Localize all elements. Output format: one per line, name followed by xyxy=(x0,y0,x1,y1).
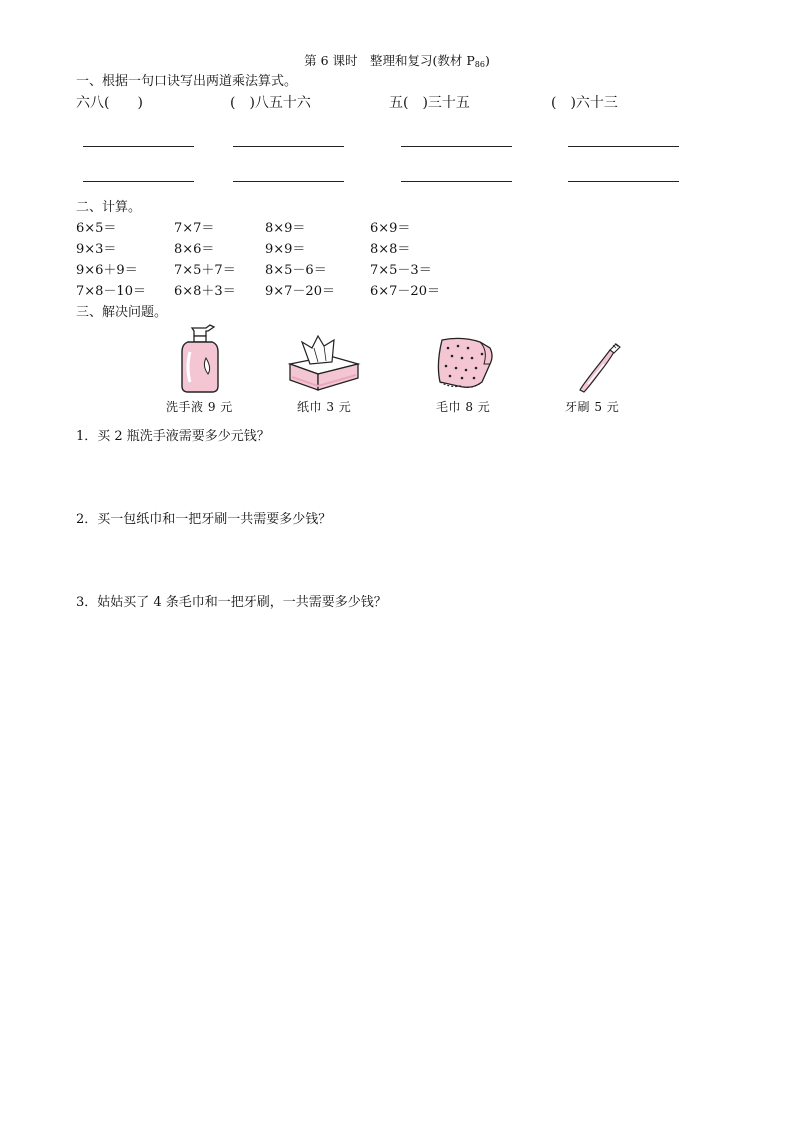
rhyme-1: 六八( ) xyxy=(76,95,143,111)
answer-line[interactable] xyxy=(568,146,679,147)
page-title: 第 6 课时 整理和复习(教材 $P_{86}$) xyxy=(304,53,490,69)
calc-item: 8×6＝ xyxy=(174,242,215,257)
calc-item: 9×3＝ xyxy=(76,242,117,257)
calc-item: 8×8＝ xyxy=(370,242,411,257)
answer-line[interactable] xyxy=(83,146,194,147)
question-1: 1．买 2 瓶洗手液需要多少元钱？ xyxy=(76,429,270,444)
price-caption-toothbrush: 牙刷 5 元 xyxy=(565,400,620,414)
tissue-box-icon xyxy=(288,334,360,392)
calc-item: 7×8－10＝ xyxy=(76,284,146,299)
calc-item: 9×7－20＝ xyxy=(265,284,335,299)
price-caption-soap: 洗手液 9 元 xyxy=(166,400,233,414)
calc-item: 8×9＝ xyxy=(265,221,306,236)
answer-line[interactable] xyxy=(83,181,194,182)
calc-item: 6×9＝ xyxy=(370,221,411,236)
rhyme-3: 五( )三十五 xyxy=(389,95,470,111)
hand-soap-bottle-icon xyxy=(178,322,224,394)
answer-line[interactable] xyxy=(401,181,512,182)
price-caption-towel: 毛巾 8 元 xyxy=(436,400,491,414)
answer-line[interactable] xyxy=(233,181,344,182)
calc-item: 7×5－3＝ xyxy=(370,263,432,278)
calc-item: 8×5－6＝ xyxy=(265,263,327,278)
answer-line[interactable] xyxy=(233,146,344,147)
calc-item: 6×5＝ xyxy=(76,221,117,236)
answer-line[interactable] xyxy=(568,181,679,182)
question-3: 3．姑姑买了 4 条毛巾和一把牙刷，一共需要多少钱？ xyxy=(76,595,387,610)
price-caption-tissue: 纸巾 3 元 xyxy=(297,400,352,414)
calc-item: 6×7－20＝ xyxy=(370,284,440,299)
rhyme-2: ( )八五十六 xyxy=(230,95,311,111)
rhyme-4: ( )六十三 xyxy=(551,95,618,111)
answer-line[interactable] xyxy=(401,146,512,147)
question-2: 2．买一包纸巾和一把牙刷一共需要多少钱？ xyxy=(76,512,332,527)
section1-heading: 一、根据一句口诀写出两道乘法算式。 xyxy=(76,74,298,89)
calc-item: 9×9＝ xyxy=(265,242,306,257)
toothbrush-icon xyxy=(576,342,622,394)
calc-item: 7×5＋7＝ xyxy=(174,263,236,278)
calc-item: 7×7＝ xyxy=(174,221,215,236)
towel-icon xyxy=(432,334,496,394)
calc-item: 6×8＋3＝ xyxy=(174,284,236,299)
section3-heading: 三、解决问题。 xyxy=(76,305,168,320)
section2-heading: 二、计算。 xyxy=(76,200,142,215)
calc-item: 9×6＋9＝ xyxy=(76,263,138,278)
